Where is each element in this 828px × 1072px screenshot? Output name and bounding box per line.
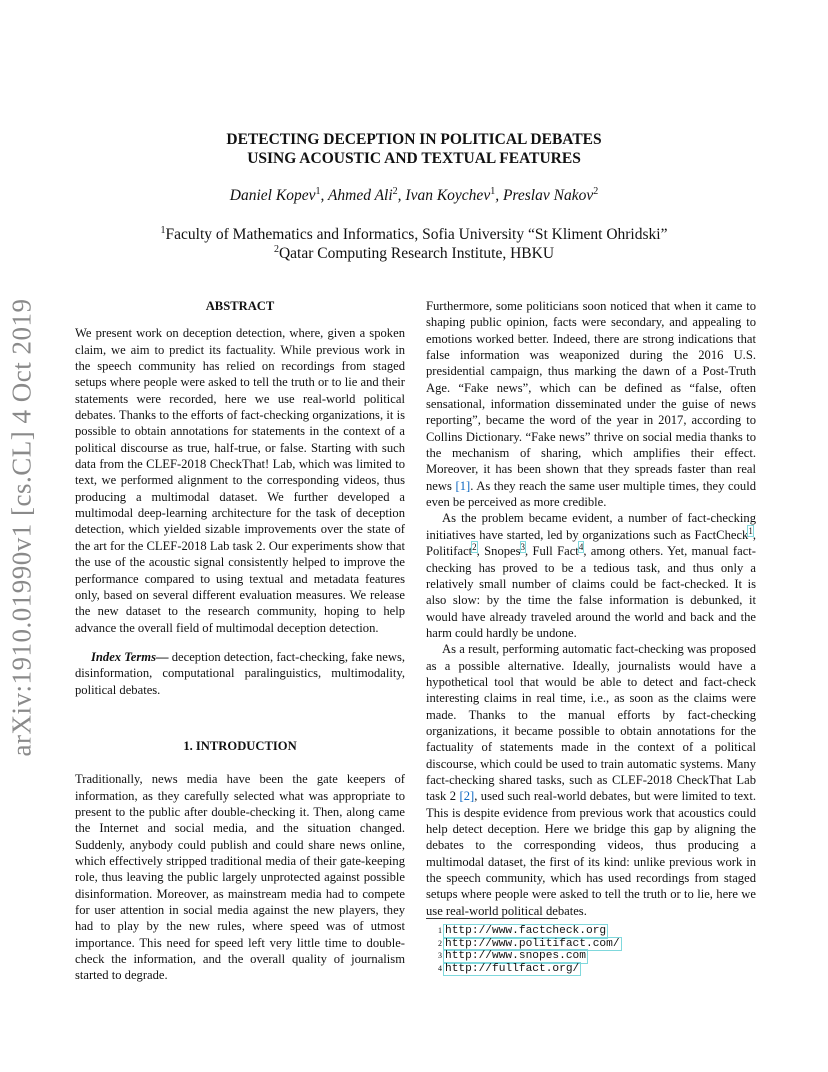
footnote-link[interactable]: 4: [578, 541, 584, 552]
paragraph-text: , used such real-world debates, but were limited to text. This is despite evidence from previous work that acoustics could help detect deception. Here we bridge this gap by aligning the debates to the corresponding videos, thus producing a multimodal dataset, the first of its kind: unlike previous work in the speech community, which has used recordings from staged setups where people were asked to tell the truth or to lie, here we use real-world political debates.: [426, 789, 756, 918]
paragraph-text: As a result, performing automatic fact-checking was proposed as a possible alternative. Ideally, journalists would have a hypothetical tool that would be able to detect and fact-check interesting claims in real time, i.e., as soon as the claims were made. Thanks to the manual efforts by fact-checking organizations, it became possible to obtain annotations for the factuality of statements made in the context of a political discourse, which could be used to train automatic systems. Many fact-checking shared tasks, such as CLEF-2018 CheckThat Lab task 2: [426, 642, 756, 804]
right-column: [426, 298, 756, 919]
author-affil-mark: 1: [490, 185, 496, 197]
footnote-item: [426, 963, 756, 976]
footnote-link[interactable]: 2: [472, 541, 477, 552]
intro-paragraph-2: [426, 298, 756, 510]
intro-paragraph-1: Traditionally, news media have been the gate keepers of information, as they carefully selected what was appropriate to present to the public after double-checking it. Then, along came the Internet and social media, and the situation changed. Suddenly, anybody could publish and could share news online, which effectively stripped traditional media of their gate-keeping role, thus leaving the public largely unprotected against possible disinformation. Moreover, as mainstream media had to compete for user attention in social media against the new players, they had to play by the new rules, where speed was of utmost importance. This need for speed left very little time to double-check the information, and the overall quality of journalism started to degrade.: [75, 772, 405, 983]
author-name: Ivan Koychev: [405, 187, 491, 204]
org-snopes: Snopes: [484, 544, 521, 559]
author-list: [0, 187, 828, 205]
footnote-link[interactable]: 1: [748, 525, 753, 536]
paper-title: [0, 130, 828, 168]
footnote-item: [426, 938, 756, 951]
author-affil-mark: 1: [315, 185, 321, 197]
abstract-heading: ABSTRACT: [205, 299, 275, 313]
affiliation-1: [0, 225, 828, 244]
footnote-url[interactable]: http://www.politifact.com/: [445, 937, 620, 950]
section-heading-introduction: 1. INTRODUCTION: [183, 738, 297, 753]
paragraph-text: . As they reach the same user multiple times, they could even be perceived as more credible.: [426, 478, 756, 510]
affiliations: [0, 225, 828, 263]
arxiv-stamp-text: arXiv:1910.01990v1 [cs.CL] 4 Oct 2019: [6, 298, 37, 756]
citation-link[interactable]: [2]: [459, 789, 475, 804]
author-separator: ,: [495, 187, 503, 204]
paragraph-text: Furthermore, some politicians soon noticed that when it came to shaping public opinion, facts were secondary, and appealing to emotions worked better. Indeed, there are strong indications that false information was weaponized during the 2016 U.S. presidential campaign, thus marking the dawn of a Post-Truth Age. “Fake news”, which can be defined as “false, often sensational, information disseminated under the guise of news reporting”, became the word of the year in 2017, according to Collins Dictionary. “Fake news” thrive on social media thanks to the mechanism of sharing, which amplifies their effect. Moreover, it has been shown that they spreads faster than real news: [426, 299, 756, 493]
footnote-item: [426, 925, 756, 938]
affiliation-mark: 1: [160, 224, 166, 236]
title-line-1: DETECTING DECEPTION IN POLITICAL DEBATES: [226, 131, 602, 148]
author-separator: ,: [397, 187, 406, 204]
intro-paragraph-4: [426, 641, 756, 919]
paragraph-text: As the problem became evident, a number of fact-checking initiatives have started, led by organizations such as: [426, 511, 756, 542]
arxiv-stamp: [0, 292, 44, 762]
title-line-2: USING ACOUSTIC AND TEXTUAL FEATURES: [247, 150, 581, 167]
abstract-body: We present work on deception detection, where, given a spoken claim, we aim to predict its factuality. While previous work in the speech community has relied on recordings from staged setups where people were asked to tell the truth or to lie and their statements were recorded, here we use real-world political debates. Thanks to the efforts of fact-checking organizations, it is possible to obtain annotations for statements in the context of a political discourse as true, half-true, or false. Starting with such data from the CLEF-2018 CheckThat! Lab, which was limited to text, we performed alignment to the corresponding videos, thus producing a multimodal dataset. We further developed a multimodal deep-learning architecture for the task of deception detection, which yielded sizable improvements over the state of the art for the CLEF-2018 Lab task 2. Our experiments show that the use of the acoustic signal consistently helped to improve the performance compared to using textual and metadata features only, based on several different evaluation measures. We release the new dataset to the research community, hoping to help advance the overall field of multimodal deception detection.: [75, 326, 405, 635]
footnote-item: [426, 950, 756, 963]
author-affil-mark: 2: [392, 185, 398, 197]
footnote-rule: [426, 918, 558, 919]
affiliation-2: [0, 244, 828, 263]
org-fullfact: Full Fact: [532, 544, 579, 559]
affiliation-text: Faculty of Mathematics and Informatics, Sofia University “St Kliment Ohridski”: [165, 226, 668, 243]
org-politifact: Politifact: [426, 544, 473, 559]
footnote-url[interactable]: http://www.snopes.com: [445, 950, 586, 963]
author-name: Preslav Nakov: [502, 187, 594, 204]
index-terms-label: Index Terms—: [91, 649, 169, 664]
footnote-url[interactable]: http://www.factcheck.org: [445, 925, 607, 937]
author-affil-mark: 2: [593, 185, 599, 197]
footnote-link[interactable]: 3: [520, 541, 526, 552]
index-terms-text: deception detection, fact-checking, fake news, disinformation, computational paralinguistics, multimodality, political debates.: [75, 649, 406, 697]
affiliation-text: Qatar Computing Research Institute, HBKU: [278, 245, 555, 262]
index-terms: [75, 649, 405, 698]
org-factcheck: FactCheck: [694, 527, 749, 542]
footnote-number: 3: [438, 951, 442, 961]
left-column: [75, 298, 405, 984]
intro-paragraph-3: As the problem became evident, a number of fact-checking initiatives have started, led by organizations such as FactCheck$^1$, Politifact$^2$, Snopes$^3$, Full Fact$^4$, among others. Yet, manual fact-checking has proved to be a tedious task, and thus only a relatively small number of claims could be fact-checked. It is also slow: by the time the false information is debunked, it would have already traveled around the world and back and the harm could hardly be undone.: [426, 511, 756, 640]
author-separator: ,: [320, 187, 328, 204]
footnote-number: 1: [438, 926, 442, 935]
footnote-number: 4: [438, 963, 442, 973]
paragraph-text: , among others. Yet, manual fact-checking has proved to be a tedious task, and thus only a relatively small number of claims could be fact-checked. It is also slow: by the time the false information is debunked, it would have already traveled around the world and back and the harm could hardly be undone.: [426, 544, 756, 640]
author-name: Ahmed Ali: [327, 187, 393, 204]
footnotes: [426, 918, 756, 975]
citation-link[interactable]: [1]: [455, 478, 471, 493]
footnote-url[interactable]: http://fullfact.org/: [445, 962, 580, 975]
affiliation-mark: 2: [273, 243, 279, 255]
author-name: Daniel Kopev: [229, 187, 316, 204]
footnote-number: 2: [438, 938, 442, 948]
